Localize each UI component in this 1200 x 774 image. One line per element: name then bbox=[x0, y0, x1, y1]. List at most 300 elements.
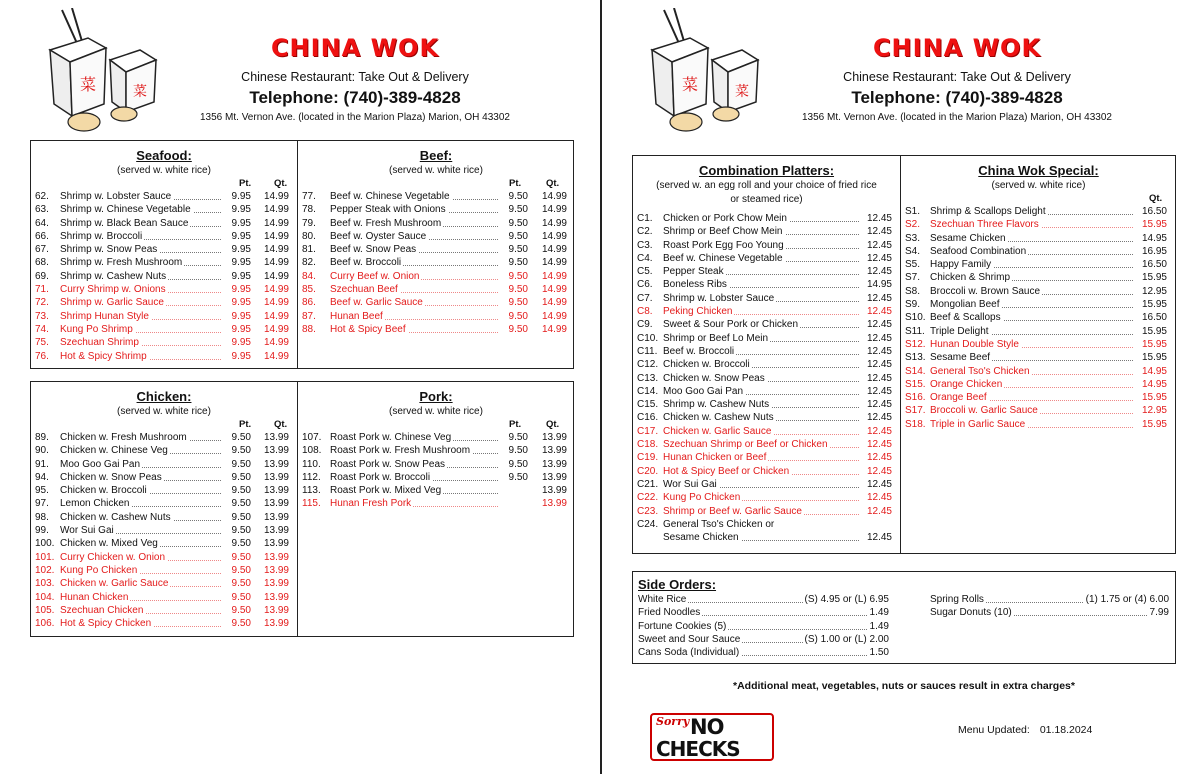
pint-price: 9.95 bbox=[231, 217, 251, 229]
item-price: 14.95 bbox=[1141, 365, 1167, 377]
quart-price: 13.99 bbox=[263, 498, 289, 510]
section-title: Chicken: bbox=[136, 389, 192, 404]
menu-item-row bbox=[31, 591, 297, 604]
item-number: S5. bbox=[905, 259, 921, 271]
item-name: Curry Chicken w. Onion bbox=[60, 551, 166, 563]
item-number: 69. bbox=[35, 270, 49, 282]
pint-price: 9.95 bbox=[231, 337, 251, 349]
pint-price: 9.50 bbox=[508, 257, 528, 269]
side-order-price: 1.49 bbox=[869, 620, 889, 632]
item-name: Szechuan Three Flavors bbox=[930, 219, 1039, 231]
item-name: Kung Po Chicken bbox=[60, 564, 138, 576]
takeout-boxes-fortune-cookies-icon bbox=[40, 8, 170, 138]
item-number: S12. bbox=[905, 338, 926, 350]
menu-item-row bbox=[633, 252, 900, 265]
menu-item-row bbox=[901, 351, 1176, 364]
menu-updated-date: 01.18.2024 bbox=[1039, 724, 1093, 736]
item-price: 12.45 bbox=[866, 492, 892, 504]
menu-item-row bbox=[633, 305, 900, 318]
menu-item-row bbox=[901, 338, 1176, 351]
quart-price: 13.99 bbox=[263, 445, 289, 457]
pint-price: 9.50 bbox=[231, 618, 251, 630]
item-name: Hunan Chicken bbox=[60, 591, 129, 603]
quart-price: 14.99 bbox=[541, 310, 567, 322]
item-name: Shrimp or Beef w. Garlic Sauce bbox=[663, 505, 802, 517]
quart-price: 13.99 bbox=[541, 458, 567, 470]
item-name: Sesame Beef bbox=[930, 352, 991, 364]
quart-price: 13.99 bbox=[263, 525, 289, 537]
menu-item-row bbox=[31, 551, 297, 564]
item-number: 107. bbox=[302, 432, 322, 443]
pint-price: 9.50 bbox=[508, 445, 528, 457]
pint-price: 9.95 bbox=[231, 297, 251, 309]
item-name: Chicken & Shrimp bbox=[930, 272, 1011, 284]
pint-price: 9.95 bbox=[231, 270, 251, 282]
item-name: Szechuan Shrimp or Beef or Chicken bbox=[663, 439, 828, 451]
menu-item-row bbox=[31, 283, 297, 296]
item-number: 81. bbox=[302, 244, 316, 256]
menu-item-row bbox=[298, 243, 574, 256]
phone-number: Telephone: (740)-389-4828 bbox=[249, 88, 461, 107]
item-price: 15.95 bbox=[1141, 325, 1167, 337]
menu-item-row bbox=[901, 365, 1176, 378]
item-number: 91. bbox=[35, 458, 49, 470]
svg-text:菜: 菜 bbox=[133, 84, 147, 100]
section-subtitle: (served w. white rice) bbox=[117, 406, 211, 417]
item-price: 12.45 bbox=[866, 478, 892, 490]
item-number: 100. bbox=[35, 538, 55, 550]
restaurant-subtitle: Chinese Restaurant: Take Out & Delivery bbox=[241, 70, 469, 84]
item-name: Peking Chicken bbox=[663, 306, 733, 318]
quart-price: 13.99 bbox=[263, 618, 289, 630]
item-price: 12.45 bbox=[866, 465, 892, 477]
menu-item-row bbox=[901, 258, 1176, 271]
item-name: Shrimp & Scallops Delight bbox=[930, 206, 1046, 217]
quart-price: 14.99 bbox=[263, 230, 289, 242]
menu-item-row bbox=[633, 265, 900, 278]
item-price: 15.95 bbox=[1141, 392, 1167, 404]
item-name: Beef w. Broccoli bbox=[663, 345, 735, 357]
pint-price: 9.50 bbox=[231, 538, 251, 550]
item-name: Moo Goo Gai Pan bbox=[60, 458, 141, 470]
menu-item-row bbox=[901, 245, 1176, 258]
item-price: 12.45 bbox=[866, 213, 892, 224]
menu-item-row bbox=[298, 444, 574, 457]
item-number: 73. bbox=[35, 310, 49, 322]
menu-item-row bbox=[298, 203, 574, 216]
quart-price: 14.99 bbox=[541, 297, 567, 309]
chicken-pork-box bbox=[30, 381, 574, 637]
pint-price: 9.50 bbox=[231, 551, 251, 563]
pint-price: 9.95 bbox=[231, 230, 251, 242]
quart-price: 14.99 bbox=[263, 244, 289, 256]
quart-header: Qt. bbox=[546, 178, 560, 189]
item-name: Orange Beef bbox=[930, 392, 987, 404]
menu-item-row bbox=[633, 518, 900, 531]
side-order-price: (S) 1.00 or (L) 2.00 bbox=[804, 633, 889, 645]
menu-item-row bbox=[901, 285, 1176, 298]
item-number: C11. bbox=[637, 345, 658, 357]
quart-price: 13.99 bbox=[263, 578, 289, 590]
menu-item-row bbox=[298, 296, 574, 309]
side-order-name: Fortune Cookies (5) bbox=[638, 620, 727, 632]
item-name: Chicken w. Cashew Nuts bbox=[60, 511, 171, 523]
side-order-name: Fried Noodles bbox=[638, 607, 701, 619]
side-order-price: 1.50 bbox=[869, 647, 889, 659]
pint-price: 9.50 bbox=[231, 445, 251, 457]
item-name: Chicken w. Garlic Sauce bbox=[60, 578, 169, 590]
menu-item-row bbox=[298, 270, 574, 283]
side-order-row bbox=[633, 593, 893, 606]
item-number: S13. bbox=[905, 352, 926, 364]
item-name: Shrimp w. Lobster Sauce bbox=[663, 292, 775, 304]
menu-item-row bbox=[901, 205, 1176, 218]
quart-price: 13.99 bbox=[263, 564, 289, 576]
item-name: Chicken w. Chinese Veg bbox=[60, 445, 168, 457]
quart-price: 13.99 bbox=[263, 485, 289, 497]
quart-price: 14.99 bbox=[263, 350, 289, 362]
pint-price: 9.50 bbox=[508, 284, 528, 296]
pint-price: 9.50 bbox=[231, 471, 251, 483]
pint-price: 9.50 bbox=[508, 310, 528, 322]
item-number: S11. bbox=[905, 325, 925, 337]
menu-item-row bbox=[298, 323, 574, 336]
quart-price: 14.99 bbox=[263, 337, 289, 349]
menu-item-row bbox=[901, 378, 1176, 391]
menu-item-row bbox=[633, 318, 900, 331]
item-name: Szechuan Shrimp bbox=[60, 337, 139, 349]
item-name: General Tso's Chicken or bbox=[663, 518, 775, 530]
item-price: 15.95 bbox=[1141, 338, 1167, 350]
item-price: 12.45 bbox=[866, 226, 892, 238]
quart-price: 14.99 bbox=[263, 270, 289, 282]
restaurant-subtitle: Chinese Restaurant: Take Out & Delivery bbox=[843, 70, 1071, 84]
item-number: S7. bbox=[905, 272, 921, 284]
side-order-row bbox=[633, 606, 893, 619]
menu-item-row bbox=[298, 484, 574, 497]
item-name: Triple Delight bbox=[930, 325, 989, 337]
item-number: C8. bbox=[637, 306, 653, 318]
chicken-section bbox=[31, 382, 297, 636]
pint-price: 9.95 bbox=[231, 310, 251, 322]
quart-price: 14.99 bbox=[263, 310, 289, 322]
item-price: 16.50 bbox=[1141, 312, 1167, 324]
pint-price: 9.95 bbox=[231, 350, 251, 362]
item-number: 99. bbox=[35, 525, 49, 537]
section-subtitle: (served w. white rice) bbox=[991, 180, 1086, 191]
section-title: Seafood: bbox=[136, 148, 192, 163]
menu-item-row bbox=[901, 298, 1176, 311]
item-price: 16.95 bbox=[1141, 245, 1167, 257]
item-name: Happy Family bbox=[930, 259, 992, 271]
item-name: Broccoli w. Garlic Sauce bbox=[930, 405, 1038, 417]
quart-price: 13.99 bbox=[263, 471, 289, 483]
item-name: Broccoli w. Brown Sauce bbox=[930, 285, 1041, 297]
menu-item-row bbox=[633, 278, 900, 291]
section-title: Beef: bbox=[419, 148, 453, 163]
item-name: Shrimp or Beef Chow Mein bbox=[663, 226, 783, 238]
item-name: Hot & Spicy Shrimp bbox=[60, 350, 147, 362]
item-name: Hot & Spicy Chicken bbox=[60, 618, 152, 630]
quart-price: 13.99 bbox=[263, 591, 289, 603]
pint-price: 9.95 bbox=[231, 191, 251, 202]
menu-item-row bbox=[298, 230, 574, 243]
side-order-price: 7.99 bbox=[1149, 607, 1169, 619]
item-number: C20. bbox=[637, 465, 659, 477]
item-number: 76. bbox=[35, 350, 49, 362]
quart-price: 13.99 bbox=[541, 445, 567, 457]
quart-price: 13.99 bbox=[263, 458, 289, 470]
item-number: 103. bbox=[35, 578, 55, 590]
item-number: 64. bbox=[35, 217, 49, 229]
item-number: 63. bbox=[35, 204, 49, 216]
menu-item-row bbox=[633, 212, 900, 225]
price-column-headers bbox=[901, 192, 1176, 205]
menu-item-row bbox=[31, 604, 297, 617]
pint-header: Pt. bbox=[509, 419, 522, 430]
pork-section bbox=[298, 382, 574, 636]
item-price: 12.95 bbox=[1141, 285, 1167, 297]
item-price: 12.45 bbox=[866, 319, 892, 331]
item-name: Roast Pork w. Broccoli bbox=[330, 471, 431, 483]
pint-price: 9.50 bbox=[231, 591, 251, 603]
item-price: 12.45 bbox=[866, 239, 892, 251]
menu-item-row bbox=[31, 458, 297, 471]
menu-item-row bbox=[31, 617, 297, 630]
item-name: Chicken w. Fresh Mushroom bbox=[60, 432, 187, 443]
pint-price: 9.95 bbox=[231, 244, 251, 256]
item-name: Roast Pork w. Chinese Veg bbox=[330, 432, 452, 443]
item-number: C16. bbox=[637, 412, 659, 424]
quart-price: 14.99 bbox=[263, 284, 289, 296]
quart-header: Qt. bbox=[274, 178, 288, 189]
menu-item-row bbox=[31, 256, 297, 269]
special-section bbox=[901, 156, 1176, 553]
item-name: Shrimp w. Garlic Sauce bbox=[60, 297, 164, 309]
item-number: 74. bbox=[35, 323, 49, 335]
side-order-row bbox=[925, 606, 1171, 619]
pint-price: 9.50 bbox=[508, 230, 528, 242]
item-number: C18. bbox=[637, 439, 659, 451]
menu-item-row bbox=[31, 270, 297, 283]
item-number: 106. bbox=[35, 618, 55, 630]
section-subtitle: (served w. an egg roll and your choice of fried rice bbox=[656, 180, 877, 191]
item-price: 14.95 bbox=[1141, 232, 1167, 244]
menu-item-row bbox=[31, 497, 297, 510]
item-name: Roast Pork w. Snow Peas bbox=[330, 458, 446, 470]
section-subtitle: (served w. white rice) bbox=[389, 165, 483, 176]
item-name: Chicken w. Broccoli bbox=[60, 485, 147, 497]
item-price: 12.45 bbox=[866, 252, 892, 264]
quart-price: 14.99 bbox=[541, 257, 567, 269]
item-number: 89. bbox=[35, 432, 49, 443]
item-number: S2. bbox=[905, 219, 921, 231]
pint-price: 9.95 bbox=[231, 284, 251, 296]
pint-price: 9.50 bbox=[508, 244, 528, 256]
side-orders-box bbox=[632, 571, 1176, 664]
brand-title: CHINA WOK bbox=[270, 34, 440, 62]
item-name: Kung Po Chicken bbox=[663, 492, 741, 504]
item-number: 112. bbox=[302, 471, 321, 483]
menu-item-row bbox=[31, 217, 297, 230]
item-number: C22. bbox=[637, 492, 659, 504]
item-name: Hunan Chicken or Beef bbox=[663, 452, 767, 464]
item-price: 15.95 bbox=[1141, 219, 1167, 231]
seafood-section bbox=[31, 141, 297, 368]
item-number: C21. bbox=[637, 478, 659, 490]
item-number: 86. bbox=[302, 297, 316, 309]
item-price: 12.45 bbox=[866, 532, 892, 544]
item-number: 72. bbox=[35, 297, 49, 309]
seafood-beef-box bbox=[30, 140, 574, 369]
pint-price: 9.95 bbox=[231, 323, 251, 335]
item-number: C15. bbox=[637, 399, 659, 411]
quart-price: 13.99 bbox=[541, 485, 567, 497]
combination-special-box bbox=[632, 155, 1176, 554]
item-price: 15.95 bbox=[1141, 272, 1167, 284]
side-order-name: Sweet and Sour Sauce bbox=[638, 633, 741, 645]
item-name: Kung Po Shrimp bbox=[60, 323, 133, 335]
item-number: S17. bbox=[905, 405, 926, 417]
svg-text:菜: 菜 bbox=[682, 75, 699, 94]
item-price: 12.45 bbox=[866, 412, 892, 424]
quart-price: 14.99 bbox=[541, 230, 567, 242]
menu-item-row bbox=[633, 478, 900, 491]
no-checks-sorry: Sorry bbox=[656, 715, 690, 728]
item-price: 14.95 bbox=[1141, 378, 1167, 390]
quart-price: 13.99 bbox=[263, 511, 289, 523]
item-name: Shrimp w. Lobster Sauce bbox=[60, 191, 172, 202]
item-price: 12.45 bbox=[866, 385, 892, 397]
quart-price: 13.99 bbox=[541, 498, 567, 510]
pint-price: 9.50 bbox=[231, 511, 251, 523]
item-number: C9. bbox=[637, 319, 653, 331]
item-name: Beef w. Fresh Mushroom bbox=[330, 217, 442, 229]
item-name: Beef w. Chinese Vegetable bbox=[330, 191, 450, 202]
quart-price: 14.99 bbox=[263, 204, 289, 216]
menu-item-row bbox=[298, 283, 574, 296]
side-order-price: (1) 1.75 or (4) 6.00 bbox=[1085, 594, 1169, 605]
item-name: Chicken or Pork Chow Mein bbox=[663, 213, 787, 224]
pint-price: 9.50 bbox=[508, 323, 528, 335]
menu-item-row bbox=[633, 411, 900, 424]
item-number: 68. bbox=[35, 257, 49, 269]
item-price: 12.95 bbox=[1141, 405, 1167, 417]
quart-price: 13.99 bbox=[541, 471, 567, 483]
item-number: 87. bbox=[302, 310, 316, 322]
item-name: Shrimp w. Cashew Nuts bbox=[60, 270, 167, 282]
menu-item-row bbox=[31, 310, 297, 323]
item-number: C6. bbox=[637, 279, 653, 291]
pint-price: 9.50 bbox=[508, 217, 528, 229]
item-name: Szechuan Beef bbox=[330, 284, 398, 296]
item-number: 66. bbox=[35, 230, 49, 242]
section-subtitle: or steamed rice) bbox=[730, 194, 803, 205]
quart-price: 14.99 bbox=[541, 323, 567, 335]
address: 1356 Mt. Vernon Ave. (located in the Marion Plaza) Marion, OH 43302 bbox=[802, 112, 1112, 123]
item-number: C1. bbox=[637, 213, 653, 224]
quart-price: 14.99 bbox=[541, 284, 567, 296]
pint-price: 9.50 bbox=[231, 485, 251, 497]
pint-price: 9.50 bbox=[231, 432, 251, 443]
pint-price: 9.50 bbox=[231, 604, 251, 616]
menu-item-row bbox=[31, 336, 297, 349]
side-order-row bbox=[633, 646, 893, 659]
item-number: C14. bbox=[637, 385, 659, 397]
menu-item-row bbox=[901, 418, 1176, 431]
pint-price: 9.50 bbox=[508, 297, 528, 309]
item-name: Hunan Beef bbox=[330, 310, 383, 322]
menu-item-row bbox=[31, 350, 297, 363]
quart-price: 13.99 bbox=[263, 604, 289, 616]
side-order-row bbox=[633, 620, 893, 633]
menu-item-row bbox=[298, 190, 574, 203]
price-column-headers bbox=[31, 418, 297, 431]
item-number: 84. bbox=[302, 270, 316, 282]
item-name: Shrimp Hunan Style bbox=[60, 310, 149, 322]
item-number: C5. bbox=[637, 266, 653, 278]
phone-number: Telephone: (740)-389-4828 bbox=[851, 88, 1063, 107]
item-number: S9. bbox=[905, 299, 921, 311]
pint-price: 9.50 bbox=[508, 471, 528, 483]
item-number: 113. bbox=[302, 485, 321, 497]
item-name: Roast Pork Egg Foo Young bbox=[663, 239, 784, 251]
menu-item-row bbox=[633, 372, 900, 385]
quart-header: Qt. bbox=[546, 419, 560, 430]
menu-item-row bbox=[31, 203, 297, 216]
item-name: Hunan Double Style bbox=[930, 338, 1019, 350]
menu-item-row bbox=[31, 577, 297, 590]
item-name: Beef w. Chinese Vegetable bbox=[663, 252, 783, 264]
pint-price: 9.95 bbox=[231, 204, 251, 216]
menu-item-row bbox=[901, 218, 1176, 231]
item-price: 12.45 bbox=[866, 452, 892, 464]
section-subtitle: (served w. white rice) bbox=[117, 165, 211, 176]
item-name: Chicken w. Mixed Veg bbox=[60, 538, 158, 550]
address: 1356 Mt. Vernon Ave. (located in the Marion Plaza) Marion, OH 43302 bbox=[200, 112, 510, 123]
quart-price: 14.99 bbox=[263, 323, 289, 335]
no-checks-checks: CHECKS bbox=[656, 737, 740, 761]
pint-header: Pt. bbox=[239, 178, 252, 189]
item-number: C4. bbox=[637, 252, 653, 264]
item-number: 79. bbox=[302, 217, 316, 229]
item-name: Wor Sui Gai bbox=[663, 478, 717, 490]
side-orders-title: Side Orders: bbox=[638, 577, 717, 592]
pint-price: 9.50 bbox=[231, 458, 251, 470]
price-column-headers bbox=[298, 177, 574, 190]
menu-item-row bbox=[633, 345, 900, 358]
brand-title: CHINA WOK bbox=[872, 34, 1042, 62]
item-name: Beef w. Snow Peas bbox=[330, 244, 417, 256]
item-number: 95. bbox=[35, 485, 49, 497]
menu-item-row bbox=[298, 497, 574, 510]
item-number: S15. bbox=[905, 378, 926, 390]
menu-item-row bbox=[633, 358, 900, 371]
menu-item-row bbox=[633, 531, 900, 544]
side-order-name: Sugar Donuts (10) bbox=[930, 607, 1012, 619]
menu-updated bbox=[958, 724, 1092, 736]
item-number: C19. bbox=[637, 452, 659, 464]
menu-item-row bbox=[633, 491, 900, 504]
item-name: Shrimp w. Black Bean Sauce bbox=[60, 217, 189, 229]
item-number: 98. bbox=[35, 511, 49, 523]
menu-item-row bbox=[633, 332, 900, 345]
menu-item-row bbox=[31, 296, 297, 309]
item-number: C7. bbox=[637, 292, 653, 304]
item-number: 85. bbox=[302, 284, 316, 296]
item-name: Chicken w. Broccoli bbox=[663, 359, 750, 371]
item-number: S14. bbox=[905, 365, 926, 377]
